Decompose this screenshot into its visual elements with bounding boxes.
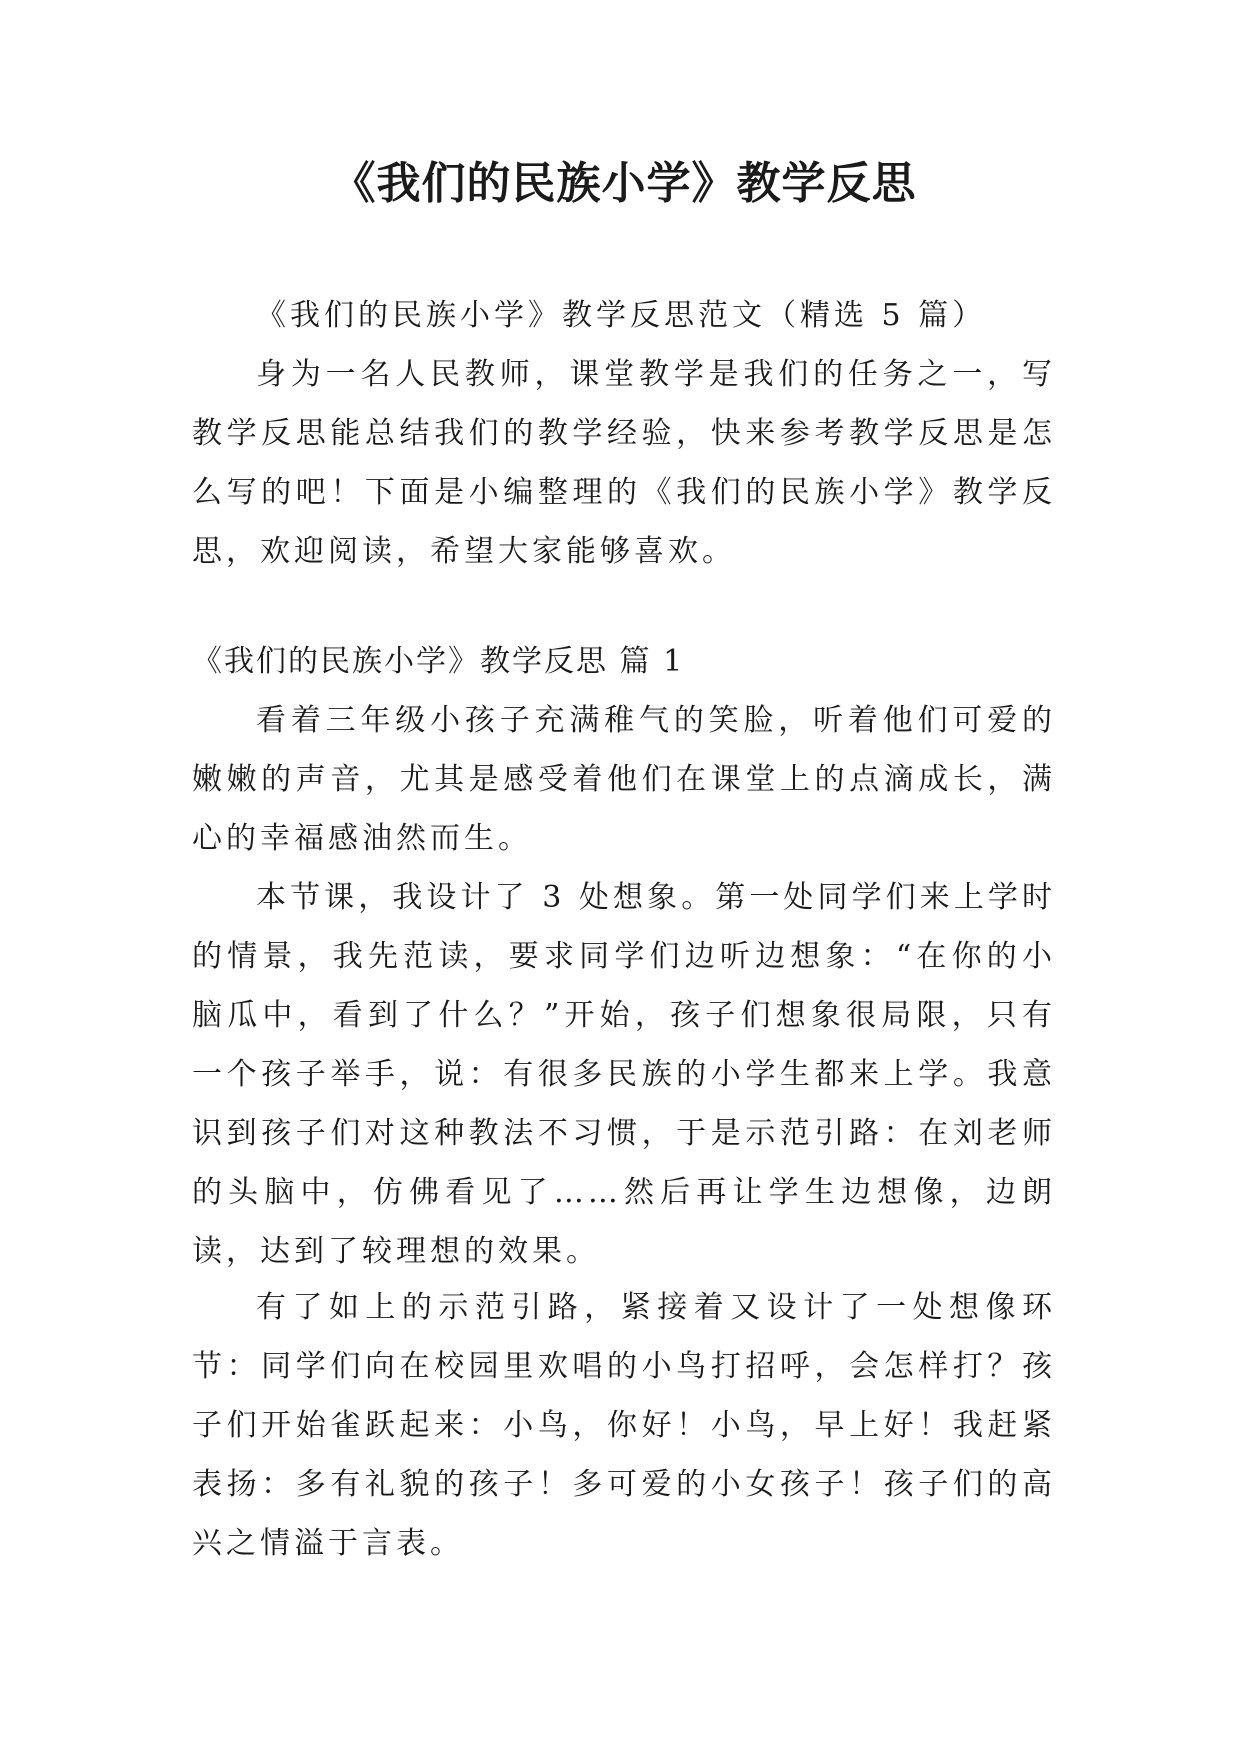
body-paragraph: 本节课，我设计了 3 处想象。第一处同学们来上学时的情景，我先范读，要求同学们边听边想象：“在你的小脑瓜中，看到了什么？”开始，孩子们想象很局限，只有一个孩子举手，说：有很多民族的小学生都来上学。我意识到孩子们对这种教法不习惯，于是示范引路：在刘老师的头脑中，仿佛看见了……然后再让学生边想像，边朗读，达到了较理想的效果。: [192, 880, 1056, 1269]
page-title: 《我们的民族小学》教学反思: [331, 158, 917, 209]
body-paragraph: 看着三年级小孩子充满稚气的笑脸，听着他们可爱的嫩嫩的声音，尤其是感受着他们在课堂上的点滴成长，满心的幸福感油然而生。: [192, 703, 1056, 856]
body-paragraph: 有了如上的示范引路，紧接着又设计了一处想像环节：同学们向在校园里欢唱的小鸟打招呼，会怎样打？孩子们开始雀跃起来：小鸟，你好！小鸟，早上好！我赶紧表扬：多有礼貌的孩子！多可爱的小女孩子！孩子们的高兴之情溢于言表。: [192, 1290, 1056, 1561]
intro-paragraph: 身为一名人民教师，课堂教学是我们的任务之一，写教学反思能总结我们的教学经验，快来参考教学反思是怎么写的吧！下面是小编整理的《我们的民族小学》教学反思，欢迎阅读，希望大家能够喜欢。: [192, 357, 1056, 569]
document-subtitle: 《我们的民族小学》教学反思范文（精选 5 篇）: [256, 298, 987, 333]
section-heading: 《我们的民族小学》教学反思 篇 1: [192, 644, 685, 679]
